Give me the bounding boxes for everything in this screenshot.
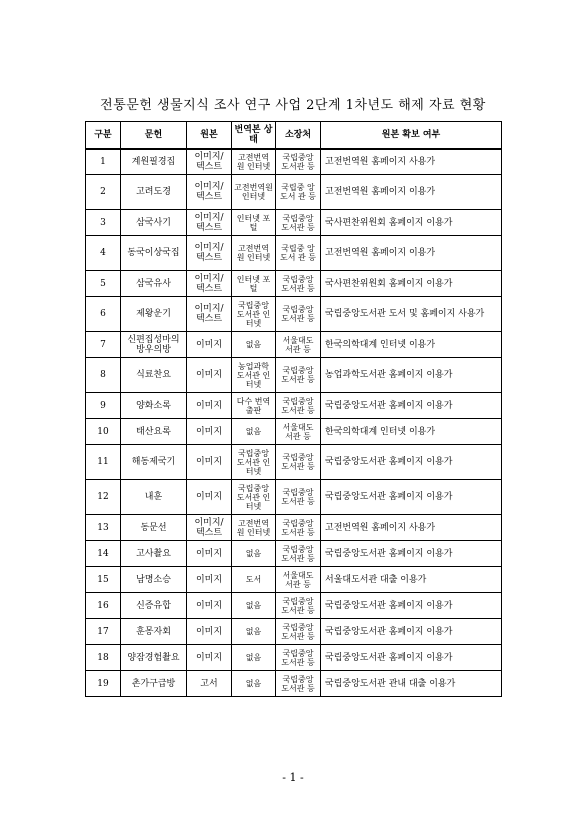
holding-institution: 국립중앙 도서관 등 [276, 297, 321, 332]
translation-status: 없음 [232, 419, 276, 445]
translation-status: 없음 [232, 619, 276, 645]
original-type: 이미지 [187, 541, 232, 567]
document-title: 고사촬요 [121, 541, 187, 567]
document-title: 제왕운기 [121, 297, 187, 332]
row-number: 8 [86, 358, 121, 393]
secured-status: 국사편찬위원회 홈페이지 이용가 [321, 271, 502, 297]
original-type: 이미지 [187, 445, 232, 480]
holding-institution: 국립중앙 도서관 등 [276, 645, 321, 671]
translation-status: 도서 [232, 567, 276, 593]
translation-status: 인터넷 포털 [232, 271, 276, 297]
holding-institution: 서울대도 서관 등 [276, 332, 321, 358]
translation-status: 인터넷 포털 [232, 210, 276, 236]
original-type: 이미지/ 텍스트 [187, 515, 232, 541]
row-number: 5 [86, 271, 121, 297]
row-number: 2 [86, 175, 121, 210]
row-number: 14 [86, 541, 121, 567]
document-title: 삼국사기 [121, 210, 187, 236]
document-title: 남명소승 [121, 567, 187, 593]
document-title: 해동제국기 [121, 445, 187, 480]
holding-institution: 국립중앙 도서관 등 [276, 671, 321, 697]
holding-institution: 서울대도 서관 등 [276, 419, 321, 445]
header-no: 구분 [86, 122, 121, 149]
holding-institution: 국립중앙 도서관 등 [276, 619, 321, 645]
table-row [86, 149, 502, 175]
secured-status: 서울대도서관 대출 이용가 [321, 567, 502, 593]
row-number: 13 [86, 515, 121, 541]
row-number: 11 [86, 445, 121, 480]
translation-status: 농업과학 도서관 인터넷 [232, 358, 276, 393]
row-number: 4 [86, 236, 121, 271]
row-number: 10 [86, 419, 121, 445]
table-row [86, 619, 502, 645]
row-number: 16 [86, 593, 121, 619]
translation-status: 고전번역 원 인터넷 [232, 515, 276, 541]
table-row [86, 358, 502, 393]
holding-institution: 국립중앙 도서관 등 [276, 358, 321, 393]
translation-status: 고전번역 원 인터넷 [232, 236, 276, 271]
translation-status: 없음 [232, 332, 276, 358]
holding-institution: 국립중앙 도서관 등 [276, 480, 321, 515]
document-title: 고려도경 [121, 175, 187, 210]
holding-institution: 국립중앙 도서관 등 [276, 210, 321, 236]
header-original: 원본 [187, 122, 232, 149]
row-number: 9 [86, 393, 121, 419]
original-type: 이미지 [187, 480, 232, 515]
table-row [86, 480, 502, 515]
original-type: 이미지/ 텍스트 [187, 271, 232, 297]
holding-institution: 국립중앙 도서관 등 [276, 541, 321, 567]
holding-institution: 국립중앙 도서관 등 [276, 271, 321, 297]
original-type: 이미지 [187, 358, 232, 393]
data-table [85, 121, 502, 697]
holding-institution: 국립중 앙도서 관 등 [276, 175, 321, 210]
original-type: 이미지/ 텍스트 [187, 236, 232, 271]
secured-status: 국립중앙도서관 홈페이지 이용가 [321, 393, 502, 419]
table-row [86, 332, 502, 358]
table-row [86, 236, 502, 271]
document-title: 동문선 [121, 515, 187, 541]
table-row [86, 541, 502, 567]
original-type: 고서 [187, 671, 232, 697]
original-type: 이미지/ 텍스트 [187, 297, 232, 332]
page-number: - 1 - [282, 771, 304, 784]
secured-status: 농업과학도서관 홈페이지 이용가 [321, 358, 502, 393]
original-type: 이미지 [187, 567, 232, 593]
original-type: 이미지/ 텍스트 [187, 175, 232, 210]
secured-status: 한국의학대계 인터넷 이용가 [321, 332, 502, 358]
translation-status: 국립중앙 도서관 인터넷 [232, 480, 276, 515]
row-number: 12 [86, 480, 121, 515]
row-number: 1 [86, 149, 121, 175]
secured-status: 국립중앙도서관 홈페이지 이용가 [321, 480, 502, 515]
table-row [86, 393, 502, 419]
secured-status: 국립중앙도서관 홈페이지 이용가 [321, 445, 502, 480]
document-title: 계원필경집 [121, 149, 187, 175]
translation-status: 국립중앙 도서관 인터넷 [232, 297, 276, 332]
holding-institution: 국립중앙 도서관 등 [276, 593, 321, 619]
table-row [86, 445, 502, 480]
secured-status: 고전번역원 홈페이지 이용가 [321, 236, 502, 271]
translation-status: 다수 번역 출판 [232, 393, 276, 419]
secured-status: 국립중앙도서관 홈페이지 이용가 [321, 619, 502, 645]
row-number: 7 [86, 332, 121, 358]
row-number: 19 [86, 671, 121, 697]
document-title: 식료찬요 [121, 358, 187, 393]
translation-status: 없음 [232, 645, 276, 671]
document-title: 훈몽자회 [121, 619, 187, 645]
secured-status: 고전번역원 홈페이지 사용가 [321, 515, 502, 541]
original-type: 이미지/ 텍스트 [187, 210, 232, 236]
secured-status: 국립중앙도서관 홈페이지 이용가 [321, 593, 502, 619]
row-number: 15 [86, 567, 121, 593]
document-title: 신증유합 [121, 593, 187, 619]
secured-status: 고전번역원 홈페이지 사용가 [321, 149, 502, 175]
document-title: 촌가구급방 [121, 671, 187, 697]
holding-institution: 국립중앙 도서관 등 [276, 445, 321, 480]
page-title: 전통문헌 생물지식 조사 연구 사업 2단계 1차년도 해제 자료 현황 [100, 98, 486, 113]
table-row [86, 297, 502, 332]
header-holder: 소장처 [276, 122, 321, 149]
original-type: 이미지 [187, 332, 232, 358]
original-type: 이미지 [187, 393, 232, 419]
original-type: 이미지 [187, 645, 232, 671]
original-type: 이미지 [187, 593, 232, 619]
document-title: 삼국유사 [121, 271, 187, 297]
translation-status: 없음 [232, 671, 276, 697]
holding-institution: 국립중앙 도서관 등 [276, 149, 321, 175]
secured-status: 국사편찬위원회 홈페이지 이용가 [321, 210, 502, 236]
document-title: 양잠경험촬요 [121, 645, 187, 671]
original-type: 이미지 [187, 419, 232, 445]
secured-status: 국립중앙도서관 홈페이지 이용가 [321, 541, 502, 567]
row-number: 3 [86, 210, 121, 236]
translation-status: 고전번역원 인터넷 [232, 175, 276, 210]
header-secured: 원본 확보 여부 [321, 122, 502, 149]
row-number: 18 [86, 645, 121, 671]
translation-status: 국립중앙 도서관 인터넷 [232, 445, 276, 480]
original-type: 이미지/ 텍스트 [187, 149, 232, 175]
translation-status: 고전번역 원 인터넷 [232, 149, 276, 175]
table-row [86, 567, 502, 593]
document-title: 태산요록 [121, 419, 187, 445]
table-row [86, 645, 502, 671]
header-translation-status: 번역본 상태 [232, 122, 276, 149]
document-title: 신편집성마의 방우의방 [121, 332, 187, 358]
header-document: 문헌 [121, 122, 187, 149]
secured-status: 국립중앙도서관 관내 대출 이용가 [321, 671, 502, 697]
secured-status: 국립중앙도서관 홈페이지 이용가 [321, 645, 502, 671]
secured-status: 고전번역원 홈페이지 이용가 [321, 175, 502, 210]
row-number: 6 [86, 297, 121, 332]
original-type: 이미지 [187, 619, 232, 645]
table-row [86, 515, 502, 541]
document-title: 양화소록 [121, 393, 187, 419]
table-row [86, 175, 502, 210]
document-title: 동국이상국집 [121, 236, 187, 271]
secured-status: 한국의학대계 인터넷 이용가 [321, 419, 502, 445]
header-row [86, 122, 502, 149]
document-title: 내훈 [121, 480, 187, 515]
translation-status: 없음 [232, 541, 276, 567]
translation-status: 없음 [232, 593, 276, 619]
table-row [86, 419, 502, 445]
holding-institution: 국립중앙 도서관 등 [276, 393, 321, 419]
holding-institution: 국립중앙 도서관 등 [276, 515, 321, 541]
secured-status: 국립중앙도서관 도서 및 홈페이지 사용가 [321, 297, 502, 332]
table-row [86, 593, 502, 619]
table-row [86, 671, 502, 697]
holding-institution: 서울대도 서관 등 [276, 567, 321, 593]
row-number: 17 [86, 619, 121, 645]
table-row [86, 210, 502, 236]
table-row [86, 271, 502, 297]
holding-institution: 국립중 앙도서 관 등 [276, 236, 321, 271]
